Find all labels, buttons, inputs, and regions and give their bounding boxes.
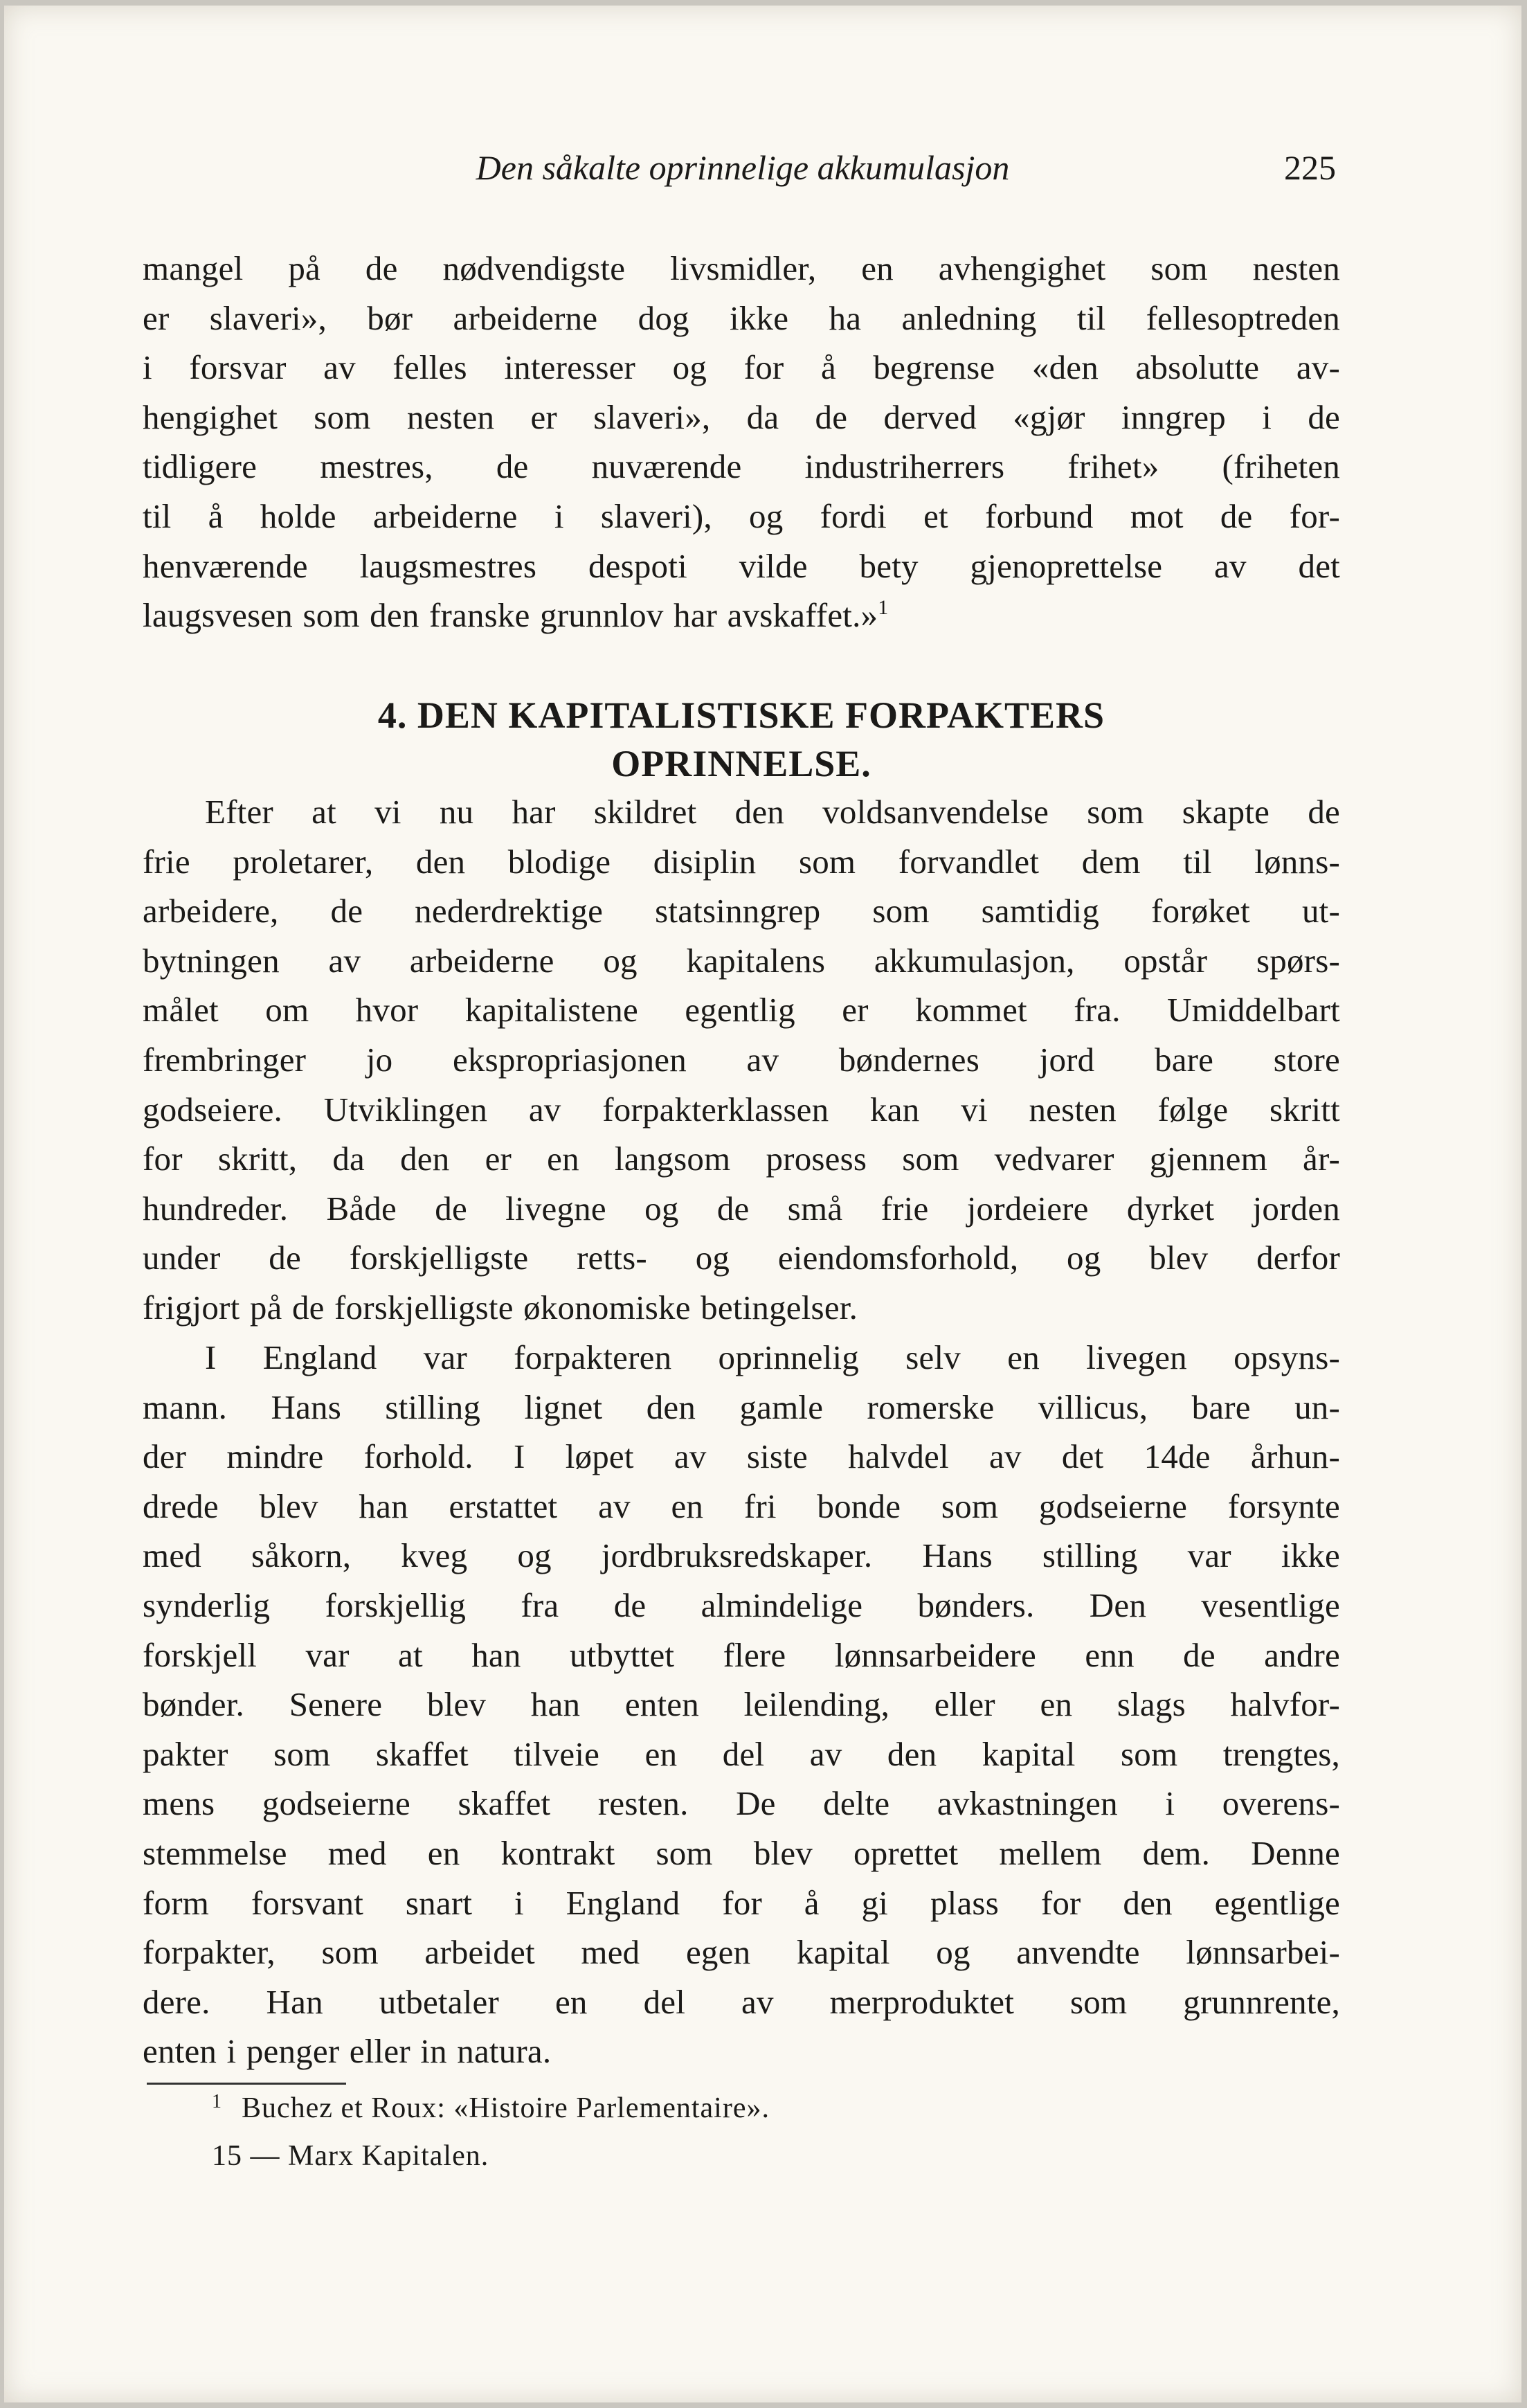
text-line-content: henværende laugsmestres despoti vilde bety gjenoprettelse av det [143, 546, 1340, 585]
paragraph-continuation [143, 244, 1340, 640]
footnote-marker: 1 [212, 2091, 222, 2112]
text-line [143, 2027, 1340, 2076]
text-line-content: bønder. Senere blev han enten leilending, eller en slags halvfor- [143, 1685, 1340, 1724]
text-line-content: dere. Han utbetaler en del av merproduktet som grunnrente, [143, 1982, 1340, 2021]
text-line [143, 1779, 1340, 1829]
text-line-content: frembringer jo ekspropriasjonen av bøndernes jord bare store [143, 1040, 1340, 1079]
text-line-content: arbeidere, de nederdrektige statsinngrep som samtidig forøket ut- [143, 892, 1340, 931]
text-line [143, 886, 1340, 936]
text-line-content: Efter at vi nu har skildret den voldsanvendelse som skapte de [205, 793, 1340, 831]
text-line-content: er slaveri», bør arbeiderne dog ikke ha anledning til fellesoptreden [143, 298, 1340, 337]
text-line-content: der mindre forhold. I løpet av siste halvdel av det 14de århun- [143, 1437, 1340, 1476]
footnote-reference: 1 [878, 596, 889, 620]
footnote-divider [147, 2083, 346, 2085]
text-line-content: mens godseierne skaffet resten. De delte avkastningen i overens- [143, 1784, 1340, 1823]
text-line [143, 787, 1340, 837]
text-line-content: med såkorn, kveg og jordbruksredskaper. Hans stilling var ikke [143, 1536, 1340, 1575]
text-line [143, 343, 1340, 393]
page-number: 225 [1284, 148, 1336, 187]
text-line [143, 1233, 1340, 1283]
text-line [143, 1928, 1340, 1977]
text-line [143, 837, 1340, 887]
text-line [143, 442, 1340, 492]
text-line-content: enten i penger eller in natura. [143, 2032, 552, 2071]
text-line [143, 1035, 1340, 1085]
text-line-content: forskjell var at han utbyttet flere lønnsarbeidere enn de andre [143, 1635, 1340, 1674]
text-line [143, 985, 1340, 1035]
footnote [212, 2091, 770, 2125]
text-line [143, 1680, 1340, 1729]
text-line-content: form forsvant snart i England for å gi plass for den egentlige [143, 1883, 1340, 1922]
book-page [4, 6, 1521, 2402]
text-line [143, 1581, 1340, 1630]
text-line [143, 1977, 1340, 2027]
text-line [143, 1085, 1340, 1135]
text-line [143, 244, 1340, 294]
text-line [143, 492, 1340, 541]
section-heading [143, 691, 1340, 788]
text-line-content: I England var forpakteren oprinnelig selv en livegen opsyns- [205, 1338, 1340, 1376]
text-line-content: bytningen av arbeiderne og kapitalens akkumulasjon, opstår spørs- [143, 941, 1340, 980]
text-line-content: hengighet som nesten er slaveri», da de derved «gjør inngrep i de [143, 397, 1340, 436]
text-line [143, 1184, 1340, 1234]
text-line-content: drede blev han erstattet av en fri bonde som godseierne forsynte [143, 1486, 1340, 1525]
text-line-content: frie proletarer, den blodige disiplin som forvandlet dem til lønns- [143, 842, 1340, 881]
text-line-content: i forsvar av felles interesser og for å begrense «den absolutte av- [143, 348, 1340, 387]
text-line-content: mangel på de nødvendigste livsmidler, en avhengighet som nesten [143, 249, 1340, 287]
text-line [143, 1630, 1340, 1680]
text-line-content: målet om hvor kapitalistene egentlig er kommet fra. Umiddelbart [143, 991, 1340, 1030]
text-line [143, 1134, 1340, 1184]
text-line-content: til å holde arbeiderne i slaveri), og fordi et forbund mot de for- [143, 496, 1340, 535]
section-heading-line-1: 4. DEN KAPITALISTISKE FORPAKTERS [377, 694, 1105, 736]
running-head-title: Den såkalte oprinnelige akkumulasjon [476, 148, 1010, 187]
text-line [143, 1531, 1340, 1581]
text-line-content: forpakter, som arbeidet med egen kapital og anvendte lønnsarbei- [143, 1933, 1340, 1972]
text-line [143, 1383, 1340, 1432]
text-line [143, 294, 1340, 343]
text-line-content: mann. Hans stilling lignet den gamle romerske villicus, bare un- [143, 1387, 1340, 1426]
text-line [143, 1829, 1340, 1878]
text-line [143, 1283, 1340, 1333]
footnote-text: Buchez et Roux: «Histoire Parlementaire». [242, 2092, 770, 2124]
text-line-content: synderlig forskjellig fra de almindelige bønders. Den vesentlige [143, 1585, 1340, 1624]
text-line [143, 1432, 1340, 1482]
text-line-content: laugsvesen som den franske grunnlov har avskaffet.» [143, 596, 878, 635]
text-line-content: tidligere mestres, de nuværende industriherrers frihet» (friheten [143, 447, 1340, 486]
text-line [143, 1333, 1340, 1383]
paragraph-efter [143, 787, 1340, 1333]
text-line-content: under de forskjelligste retts- og eiendomsforhold, og blev derfor [143, 1239, 1340, 1277]
text-line-content: hundreder. Både de livegne og de små frie jordeiere dyrket jorden [143, 1189, 1340, 1228]
text-line [143, 541, 1340, 591]
text-line-content: frigjort på de forskjelligste økonomiske betingelser. [143, 1288, 858, 1327]
text-line-content: pakter som skaffet tilveie en del av den kapital som trengtes, [143, 1734, 1340, 1773]
text-line-content: godseiere. Utviklingen av forpakterklassen kan vi nesten følge skritt [143, 1090, 1340, 1129]
text-line [143, 591, 1340, 640]
text-line [143, 1729, 1340, 1779]
text-line [143, 1878, 1340, 1928]
printer-signature: 15 — Marx Kapitalen. [212, 2140, 489, 2172]
running-head [4, 147, 1527, 196]
text-line-content: stemmelse med en kontrakt som blev oprettet mellem dem. Denne [143, 1833, 1340, 1872]
text-line [143, 936, 1340, 986]
text-line [143, 1482, 1340, 1531]
text-line-content: for skritt, da den er en langsom prosess som vedvarer gjennem år- [143, 1140, 1340, 1178]
text-line [143, 393, 1340, 442]
section-heading-line-2: OPRINNELSE. [611, 743, 871, 784]
paragraph-england [143, 1333, 1340, 2076]
